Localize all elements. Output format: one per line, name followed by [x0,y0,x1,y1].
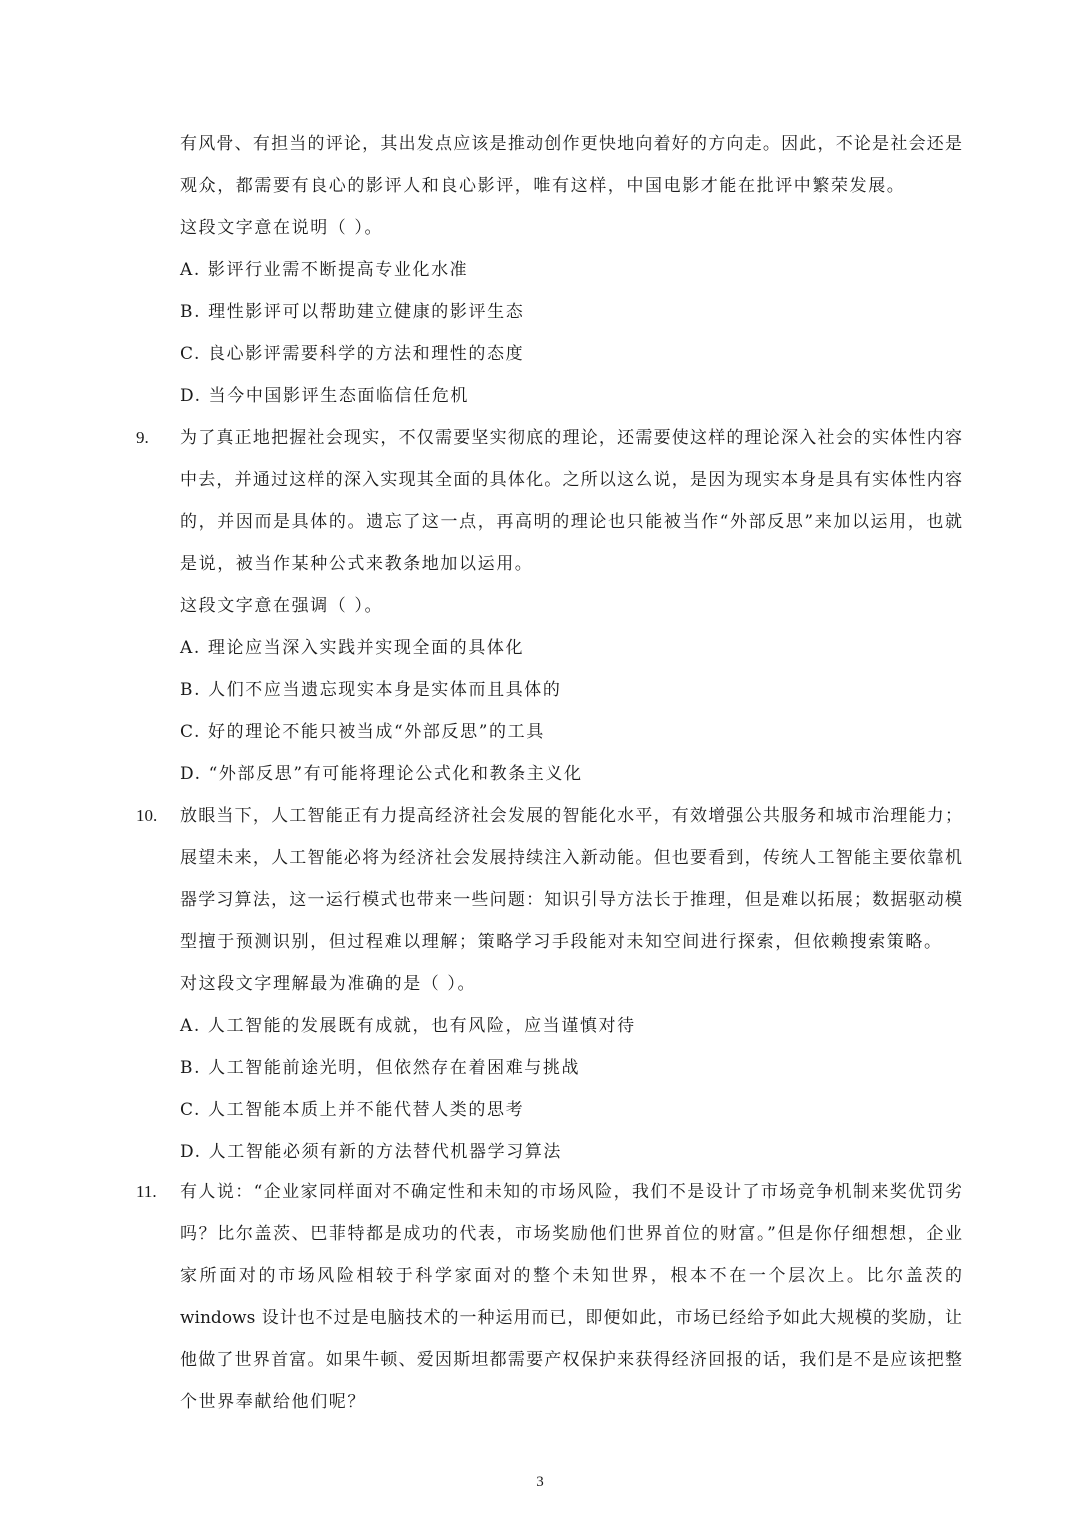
option-b: B. 理性影评可以帮助建立健康的影评生态 [180,302,525,322]
question-text-line: 吗？比尔盖茨、巴菲特都是成功的代表，市场奖励他们世界首位的财富。”但是你仔细想想，企业 [180,1224,962,1244]
option-a: A. 理论应当深入实践并实现全面的具体化 [180,638,525,658]
question-text-line: 个世界奉献给他们呢？ [180,1392,366,1412]
option-c: C. 好的理论不能只被当成“外部反思”的工具 [180,722,545,742]
option-a: A. 人工智能的发展既有成就，也有风险，应当谨慎对待 [180,1016,636,1036]
intro-line: 观众，都需要有良心的影评人和良心影评，唯有这样，中国电影才能在批评中繁荣发展。 [180,176,906,196]
question-text-line: 家所面对的市场风险相较于科学家面对的整个未知世界，根本不在一个层次上。比尔盖茨的 [180,1266,962,1286]
intro-line: 有风骨、有担当的评论，其出发点应该是推动创作更快地向着好的方向走。因此，不论是社会还是 [180,134,962,154]
question-number: 11. [136,1182,157,1201]
question-text-line: windows 设计也不过是电脑技术的一种运用而已，即便如此，市场已经给予如此大规模的奖励，让 [180,1308,962,1328]
option-b: B. 人们不应当遗忘现实本身是实体而且具体的 [180,680,562,700]
question-text-line: 展望未来，人工智能必将为经济社会发展持续注入新动能。但也要看到，传统人工智能主要依靠机 [180,848,962,868]
question-number: 10. [136,806,158,825]
question-text-line: 有人说：“企业家同样面对不确定性和未知的市场风险，我们不是设计了市场竞争机制来奖优罚劣 [180,1182,962,1202]
page-number: 3 [536,1474,544,1490]
option-a: A. 影评行业需不断提高专业化水准 [180,260,469,280]
question-text-line: 他做了世界首富。如果牛顿、爱因斯坦都需要产权保护来获得经济回报的话，我们是不是应该把整 [180,1350,962,1370]
question-text-line: 型擅于预测识别，但过程难以理解；策略学习手段能对未知空间进行探索，但依赖搜索策略。 [180,932,943,952]
question-text-line: 是说，被当作某种公式来教条地加以运用。 [180,554,534,574]
option-b: B. 人工智能前途光明，但依然存在着困难与挑战 [180,1058,581,1078]
option-d: D. 人工智能必须有新的方法替代机器学习算法 [180,1142,563,1162]
option-d: D. 当今中国影评生态面临信任危机 [180,386,470,406]
question-text-line: 为了真正地把握社会现实，不仅需要坚实彻底的理论，还需要使这样的理论深入社会的实体性内容 [180,428,962,448]
option-d: D. “外部反思”有可能将理论公式化和教条主义化 [180,764,583,784]
question-prompt: 这段文字意在说明（ ）。 [180,218,384,238]
question-prompt: 对这段文字理解最为准确的是（ ）。 [180,974,477,994]
question-prompt: 这段文字意在强调（ ）。 [180,596,384,616]
question-number: 9. [136,428,149,447]
option-c: C. 良心影评需要科学的方法和理性的态度 [180,344,525,364]
question-text-line: 器学习算法，这一运行模式也带来一些问题：知识引导方法长于推理，但是难以拓展；数据驱动模 [180,890,962,910]
option-c: C. 人工智能本质上并不能代替人类的思考 [180,1100,525,1120]
question-text-line: 中去，并通过这样的深入实现其全面的具体化。之所以这么说，是因为现实本身是具有实体性内容 [180,470,962,490]
question-text-line: 放眼当下，人工智能正有力提高经济社会发展的智能化水平，有效增强公共服务和城市治理能力； [180,806,962,826]
question-text-line: 的，并因而是具体的。遗忘了这一点，再高明的理论也只能被当作“外部反思”来加以运用，也就 [180,512,962,532]
